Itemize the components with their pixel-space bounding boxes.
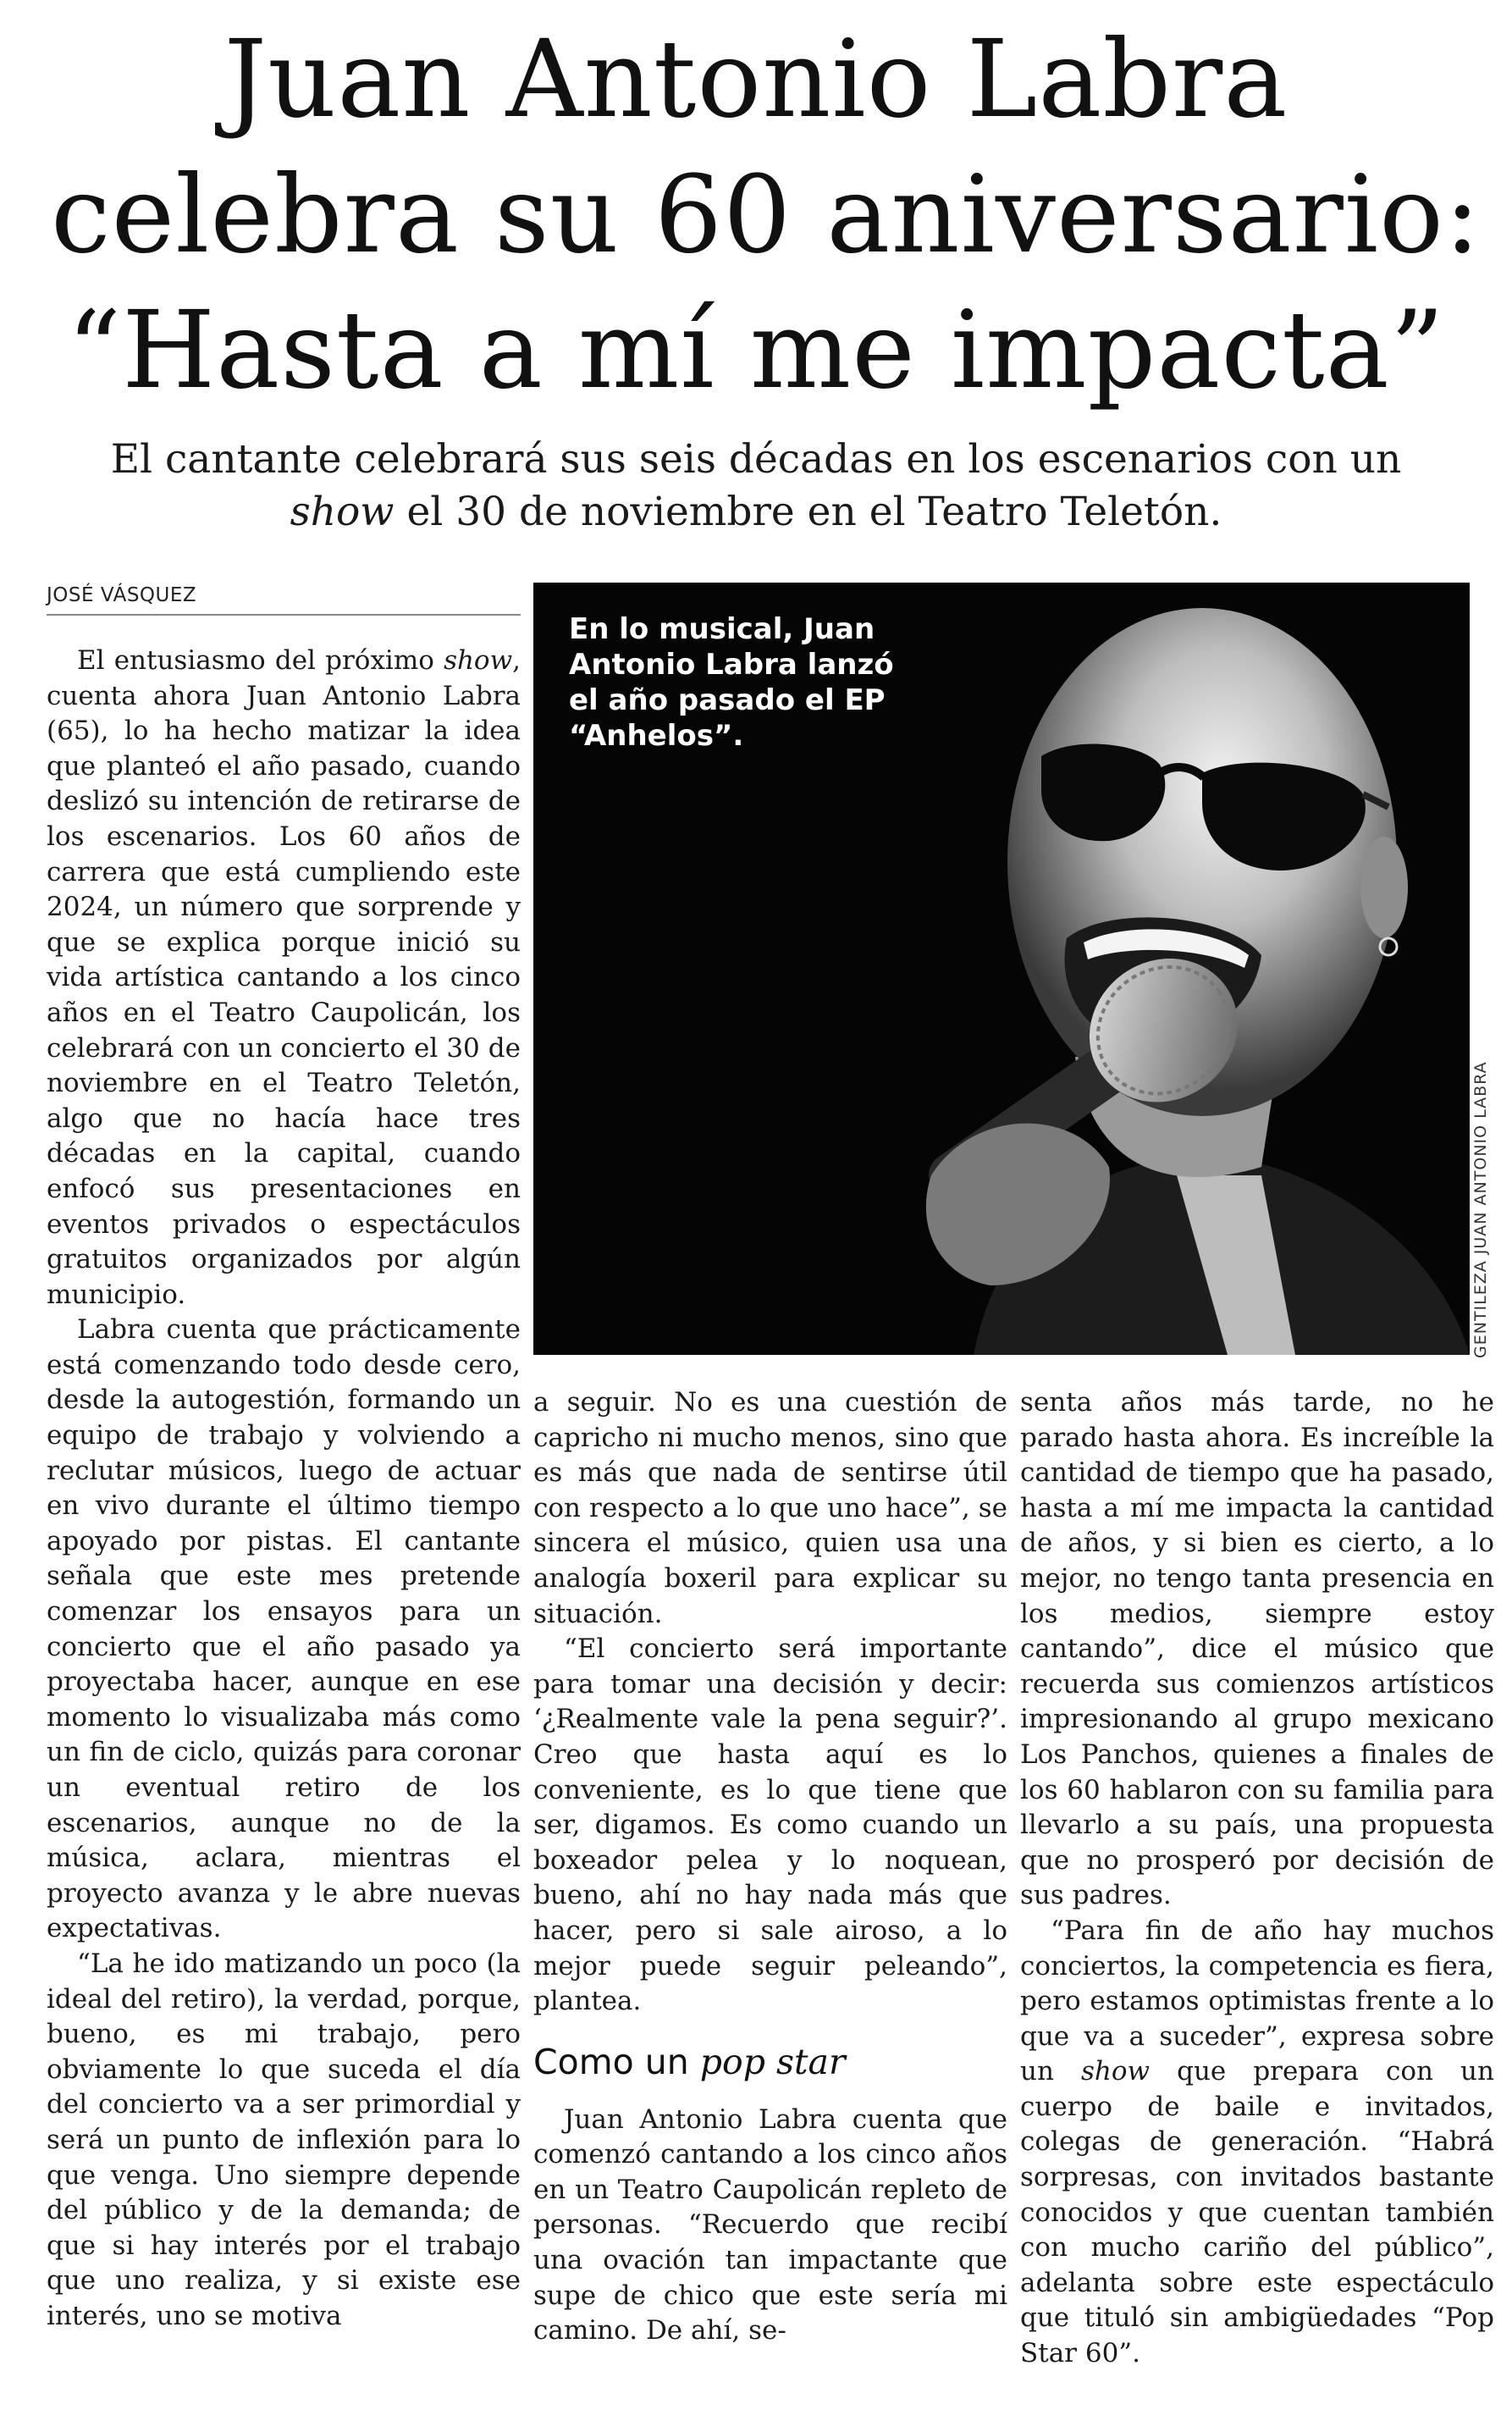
- paragraph-3-part-2: a seguir. No es una cuestión de capricho ni mucho menos, sino que es más que nada de sentirse útil con respecto a lo que uno hace”, se sincera el músico, quien usa una analogía boxeril para explicar su situación.: [533, 1387, 1007, 1629]
- headline-line-1: Juan Antonio Labra: [223, 17, 1289, 141]
- headline-line-2: celebra su 60 aniversario:: [51, 152, 1482, 277]
- paragraph-6-italic: show: [1080, 2056, 1151, 2087]
- paragraph-4: “El concierto será importante para tomar una decisión y decir: ‘¿Realmente vale la pena seguir?’. Creo que hasta aquí es lo conveniente, es lo que tiene que ser, digamos. Es como cuando un boxeador pelea y lo noquean, bueno, ahí no hay nada más que hacer, pero si sale airoso, a lo mejor puede seguir peleando”, plantea.: [533, 1633, 1007, 2017]
- deck-subtitle: [51, 434, 1461, 539]
- article-column-3: [1020, 1385, 1494, 2414]
- paragraph-2: Labra cuenta que prácticamente está comenzando todo desde cero, desde la autogestión, formando un equipo de trabajo y volviendo a reclutar músicos, luego de actuar en vivo durante el último tiempo apoyado por pistas. El cantante señala que este mes pretende comenzar los ensayos para un concierto que el año pasado ya proyectaba hacer, aunque en ese momento lo visualizaba más como un fin de ciclo, quizás para coronar un eventual retiro de los escenarios, aunque no de la música, aclara, mientras el proyecto avanza y le abre nuevas expectativas.: [47, 1314, 521, 1944]
- subhead-italic: pop star: [699, 2041, 846, 2082]
- paragraph-1-italic: show: [444, 645, 513, 676]
- photo-credit: GENTILEZA JUAN ANTONIO LABRA: [1471, 1061, 1490, 1358]
- paragraph-5-part-2: senta años más tarde, no he parado hasta ahora. Es increíble la cantidad de tiempo que ha pasado, hasta a mí me impacta la cantidad de años, y si bien es cierto, a lo mejor, no tengo tanta presencia en los medios, siempre estoy cantando”, dice el músico que recuerda sus comienzos artísticos impresionando al grupo mexicano Los Panchos, quienes a finales de los 60 hablaron con su familia para llevarlo a su país, una propuesta que no prosperó por decisión de sus padres.: [1020, 1387, 1494, 1911]
- byline: JOSÉ VÁSQUEZ: [47, 584, 521, 616]
- headline: [51, 12, 1482, 418]
- subhead-start: Como un: [533, 2041, 700, 2082]
- paragraph-6-rest: que prepara con un cuerpo de baile e invitados, colegas de generación. “Habrá sorpresas, con invitados bastante conocidos y que cuentan también con mucho cariño del público”, adelanta sobre este espectáculo que tituló sin ambigüedades “Pop Star 60”.: [1020, 2056, 1494, 2369]
- deck-line-1: El cantante celebrará sus seis décadas en los escenarios con un: [110, 436, 1402, 483]
- deck-line-2: [51, 486, 1461, 539]
- paragraph-6-start: “Para fin de año hay muchos conciertos, la competencia es fiera, pero estamos optimistas frente a lo que va a suceder”, expresa sobre un: [1020, 1915, 1494, 2087]
- article-column-1: [47, 644, 521, 2405]
- deck-line-2-rest: el 30 de noviembre en el Teatro Teletón.: [394, 489, 1222, 535]
- paragraph-1-rest: , cuenta ahora Juan Antonio Labra (65), lo ha hecho matizar la idea que planteó el año pasado, cuando deslizó su intención de retirarse de los escenarios. Los 60 años de carrera que está cumpliendo este 2024, un número que sorprende y que se explica porque inició su vida artística cantando a los cinco años en el Teatro Caupolicán, los celebrará con un concierto el 30 de noviembre en el Teatro Teletón, algo que no hacía hace tres décadas en la capital, cuando enfocó sus presentaciones en eventos privados o espectáculos gratuitos organizados por algún municipio.: [47, 645, 521, 1310]
- deck-italic-show: show: [290, 489, 395, 535]
- headline-line-3: “Hasta a mí me impacta”: [66, 288, 1446, 412]
- paragraph-5-part-1: Juan Antonio Labra cuenta que comenzó cantando a los cinco años en un Teatro Caupolicán repleto de personas. “Recuerdo que recibí una ovación tan impactante que supe de chico que este sería mi camino. De ahí, se-: [533, 2103, 1007, 2346]
- section-subhead: [533, 2037, 1007, 2087]
- paragraph-1-start: El entusiasmo del próximo: [77, 645, 444, 676]
- paragraph-6: [1020, 1914, 1494, 2372]
- paragraph-1: [47, 644, 521, 1313]
- photo-caption: En lo musical, Juan Antonio Labra lanzó el año pasado el EP “Anhelos”.: [569, 612, 894, 753]
- article-column-2: [533, 1385, 1007, 2414]
- paragraph-3-part-1: “La he ido matizando un poco (la ideal del retiro), la verdad, porque, bueno, es mi trabajo, pero obviamente lo que suceda el día del concierto va a ser primordial y será un punto de inflexión para lo que venga. Uno siempre depende del público y de la demanda; de que si hay interés por el trabajo que uno realiza, y si existe ese interés, uno se motiva: [47, 1948, 521, 2331]
